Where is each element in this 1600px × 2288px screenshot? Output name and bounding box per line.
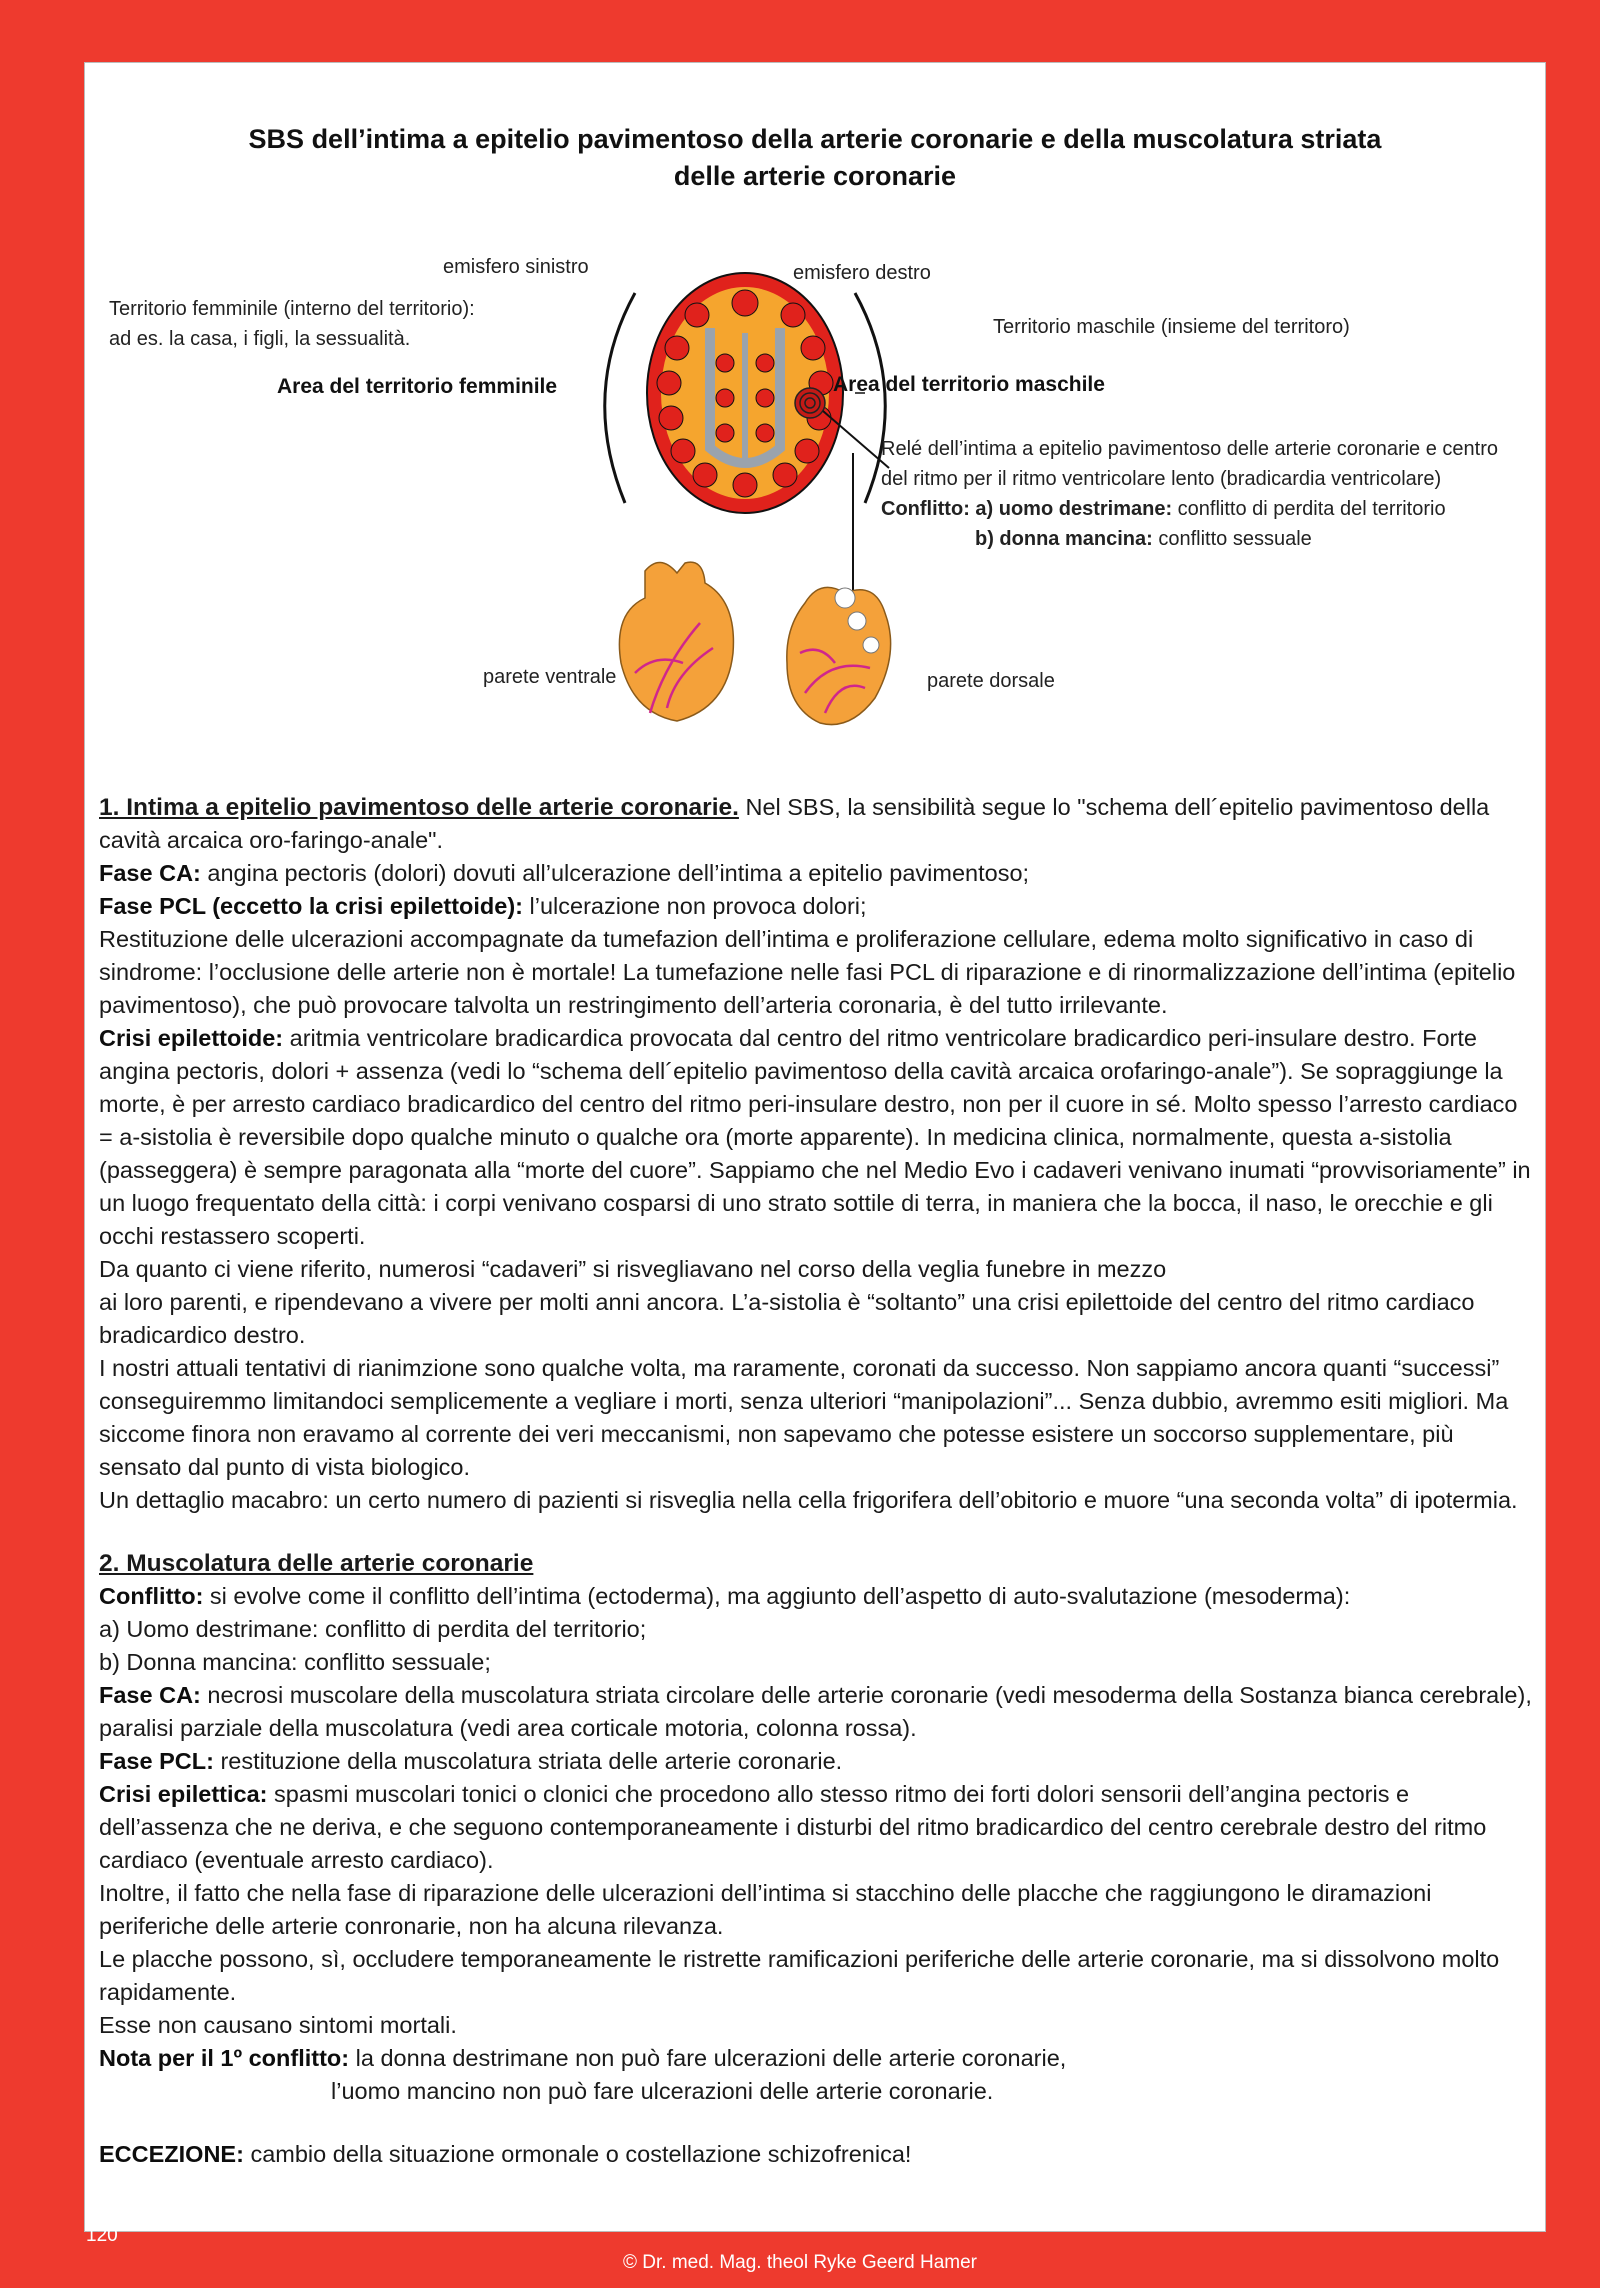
label-conflitto-a-heading: Conflitto: a) uomo destrimane: bbox=[881, 498, 1173, 520]
section1-da-quanto: Da quanto ci viene riferito, numerosi “cadaveri” si risvegliavano nel corso della veglia funebre in mezzo bbox=[99, 1256, 1167, 1282]
label-parete-dorsale: parete dorsale bbox=[927, 670, 1055, 692]
section2-conflitto-label: Conflitto: bbox=[99, 1583, 204, 1609]
section2-crisi-text: spasmi muscolari tonici o clonici che procedono allo stesso ritmo dei forti dolori sensorii dell’angina pectoris e dell’assenza che ne deriva, e che seguono contemporaneamente i disturbi del ritmo bradicardico del centro cerebrale destro del ritmo cardiaco (eventuale arresto cardiaco). bbox=[99, 1781, 1487, 1873]
label-rele-1: Relé dell’intima a epitelio pavimentoso delle arterie coronarie e centro bbox=[881, 438, 1499, 460]
page-title-line2: delle arterie coronarie bbox=[673, 161, 957, 191]
label-emisfero-sinistro: emisfero sinistro bbox=[443, 256, 589, 278]
section1-crisi bbox=[99, 1022, 1535, 1253]
section1-restituzione: Restituzione delle ulcerazioni accompagnate da tumefazion dell’intima e proliferazione cellulare, edema molto significativo in caso di sindrome: l’occlusione delle arterie non è mortale! La tumefazione nelle fasi PCL di riparazione e di rinormalizzazione dell’intima (epitelio pavimentoso), che può provocare talvolta un restringimento dell’arteria coronaria, è del tutto irrilevante. bbox=[99, 926, 1516, 1018]
section2-fase-pcl-label: Fase PCL: bbox=[99, 1748, 214, 1774]
label-territorio-femminile-1: Territorio femminile (interno del territorio): bbox=[109, 298, 475, 320]
label-conflitto-a-text: conflitto di perdita del territorio bbox=[1177, 498, 1446, 520]
section2-fase-pcl bbox=[99, 1745, 1535, 1778]
section1-intro-text: Nel SBS, la sensibilità segue lo "schema dell´epitelio pavimentoso della cavità arcaica oro-faringo-anale". bbox=[99, 794, 1490, 853]
section1-fase-pcl-label: Fase PCL (eccetto la crisi epilettoide): bbox=[99, 893, 523, 919]
section2-crisi bbox=[99, 1778, 1535, 1877]
section2-eccezione-label: ECCEZIONE: bbox=[99, 2141, 244, 2167]
label-area-maschile: Area del territorio maschile bbox=[833, 373, 1105, 396]
section2-b: b) Donna mancina: conflitto sessuale; bbox=[99, 1649, 491, 1675]
section2-placche: Le placche possono, sì, occludere temporaneamente le ristrette ramificazioni periferiche delle arterie coronarie, ma si dissolvono molto rapidamente. bbox=[99, 1946, 1500, 2005]
heart-dorsal-illustration bbox=[775, 573, 905, 733]
section1-intro bbox=[99, 791, 1535, 857]
section-intima bbox=[99, 791, 1535, 2171]
section2-heading: 2. Muscolatura delle arterie coronarie bbox=[99, 1550, 534, 1577]
section1-fase-ca-text: angina pectoris (dolori) dovuti all’ulcerazione dell’intima a epitelio pavimentoso; bbox=[200, 860, 1030, 886]
section1-tentativi: I nostri attuali tentativi di rianimzione sono qualche volta, ma raramente, coronati da successo. Non sappiamo ancora quanti “successi” conseguiremmo limitandoci semplicemente a vegliare i morti, senza ulteriori “manipolazioni”... Senza dubbio, avremmo esiti migliori. Ma siccome finora non eravamo al corrente dei veri meccanismi, non sapevamo che potesse esistere un soccorso supplementare, più sensato dal punto di vista biologico. bbox=[99, 1355, 1509, 1480]
label-parete-ventrale: parete ventrale bbox=[483, 666, 617, 688]
section2-fase-ca-text: necrosi muscolare della muscolatura striata circolare delle arterie coronarie (vedi mesoderma della Sostanza bianca cerebrale), paralisi parziale della muscolatura (vedi area corticale motoria, colonna rossa). bbox=[99, 1682, 1532, 1741]
section1-fase-ca-label: Fase CA: bbox=[99, 860, 201, 886]
label-emisfero-destro: emisfero destro bbox=[793, 262, 931, 284]
section-gap bbox=[99, 1517, 1535, 1547]
page-number: 120 bbox=[86, 2225, 118, 2246]
heart-ventral-illustration bbox=[605, 553, 750, 728]
section2-conflitto-text: si evolve come il conflitto dell’intima (ectoderma), ma aggiunto dell’aspetto di auto-svalutazione (mesoderma): bbox=[203, 1583, 1351, 1609]
page-title-line1: SBS dell’intima a epitelio pavimentoso della arterie coronarie e della muscolatura striata bbox=[248, 124, 1382, 154]
label-conflitto-a bbox=[881, 495, 1446, 523]
section2-conflitto bbox=[99, 1580, 1535, 1613]
label-rele-2: del ritmo per il ritmo ventricolare lento (bradicardia ventricolare) bbox=[881, 468, 1442, 490]
page-sheet bbox=[84, 62, 1546, 2232]
section2-nota-text: la donna destrimane non può fare ulcerazioni delle arterie coronarie, bbox=[349, 2045, 1067, 2071]
section2-crisi-label: Crisi epilettica: bbox=[99, 1781, 268, 1807]
label-area-femminile: Area del territorio femminile bbox=[277, 375, 558, 398]
section2-inoltre: Inoltre, il fatto che nella fase di riparazione delle ulcerazioni dell’intima si stacchino delle placche che raggiungono le diramazioni periferiche delle arterie conronarie, non ha alcuna rilevanza. bbox=[99, 1880, 1432, 1939]
section1-macabro: Un dettaglio macabro: un certo numero di pazienti si risveglia nella cella frigorifera dell’obitorio e muore “una seconda volta” di ipotermia. bbox=[99, 1487, 1518, 1513]
section2-fase-pcl-text: restituzione della muscolatura striata delle arterie coronarie. bbox=[213, 1748, 843, 1774]
section1-crisi-text: aritmia ventricolare bradicardica provocata dal centro del ritmo ventricolare bradicardico peri-insulare destro. Forte angina pectoris, dolori + assenza (vedi lo “schema dell´epitelio pavimentoso della cavità arcaica orofaringo-anale”). Se sopraggiunge la morte, è per arresto cardiaco bradicardico del centro del ritmo peri-insulare destro, non per il cuore in sé. Molto spesso l’arresto cardiaco = a-sistolia è reversibile dopo qualche minuto o qualche ora (morte apparente). In medicina clinica, normalmente, questa a-sistolia (passeggera) è sempre paragonata alla “morte del cuore”. Sappiamo che nel Medio Evo i cadaveri venivano inumati “provvisoriamente” in un luogo frequentato della città: i corpi venivano cosparsi di uno strato sottile di terra, in maniera che la bocca, il naso, le orecchie e gli occhi restassero scoperti. bbox=[99, 1025, 1531, 1249]
section2-nota-label: Nota per il 1º conflitto: bbox=[99, 2045, 350, 2071]
section1-heading: 1. Intima a epitelio pavimentoso delle arterie coronarie. bbox=[99, 794, 739, 821]
section2-heading-row bbox=[99, 1547, 1535, 1580]
section1-crisi-label: Crisi epilettoide: bbox=[99, 1025, 284, 1051]
section1-fase-pcl-text: l’ulcerazione non provoca dolori; bbox=[523, 893, 867, 919]
copyright-notice: © Dr. med. Mag. theol Ryke Geerd Hamer bbox=[622, 2252, 977, 2273]
label-conflitto-b-heading: b) donna mancina: bbox=[975, 528, 1153, 550]
section2-fase-ca-label: Fase CA: bbox=[99, 1682, 201, 1708]
section2-eccezione-text: cambio della situazione ormonale o costellazione schizofrenica! bbox=[243, 2141, 912, 2167]
section2-eccezione bbox=[99, 2138, 1535, 2171]
section2-esse: Esse non causano sintomi mortali. bbox=[99, 2012, 457, 2038]
section1-ai-loro: ai loro parenti, e ripendevano a vivere per molti anni ancora. L’a-sistolia è “soltanto” una crisi epilettoide del centro del ritmo cardiaco bradicardico destro. bbox=[99, 1289, 1475, 1348]
label-conflitto-b-text: conflitto sessuale bbox=[1158, 528, 1312, 550]
section2-nota bbox=[99, 2042, 1535, 2075]
section2-a: a) Uomo destrimane: conflitto di perdita del territorio; bbox=[99, 1616, 647, 1642]
section-gap-2 bbox=[99, 2108, 1535, 2138]
section2-fase-ca bbox=[99, 1679, 1535, 1745]
label-conflitto-b bbox=[975, 525, 1312, 553]
section1-fase-pcl bbox=[99, 890, 1535, 923]
section1-fase-ca bbox=[99, 857, 1535, 890]
label-territorio-femminile-2: ad es. la casa, i figli, la sessualità. bbox=[109, 328, 411, 350]
section2-nota2: l’uomo mancino non può fare ulcerazioni delle arterie coronarie. bbox=[331, 2078, 994, 2104]
label-territorio-maschile: Territorio maschile (insieme del territoro) bbox=[993, 316, 1350, 338]
